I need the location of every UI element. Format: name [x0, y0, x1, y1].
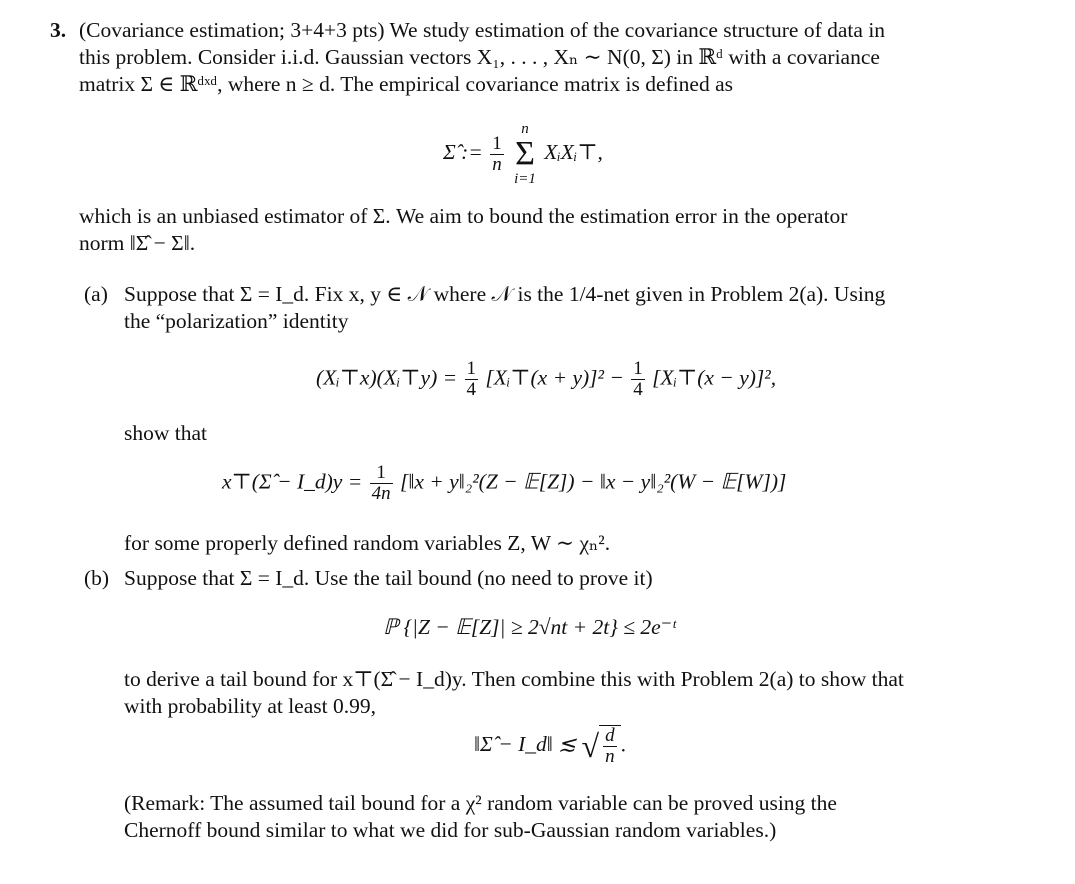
frac-numerator: 1 [492, 132, 502, 154]
problem-number: 3. [50, 18, 67, 42]
eq-show-rhs: [‖x + y‖₂²(Z − 𝔼[Z]) − ‖x − y‖₂²(W − 𝔼[W])] [399, 469, 787, 494]
eq-final-lhs: ‖Σ̂ − I_d‖ ≲ [474, 731, 577, 756]
frac-denominator: 4 [466, 379, 476, 400]
frac-numerator: 1 [370, 463, 393, 484]
summation-symbol: n Σ i=1 [514, 121, 536, 187]
part-b-line-3: with probability at least 0.99, [124, 694, 376, 718]
part-b-line-2: to derive a tail bound for x⊤(Σ̂ − I_d)y. Then combine this with Problem 2(a) to show that [124, 667, 904, 691]
sum-lower-limit: i=1 [514, 171, 536, 187]
square-root: √ $\frac{d}{n}$ . [581, 725, 626, 767]
eq-polar-term-2: [Xᵢ⊤(x − y)]², [652, 365, 777, 390]
part-b-line-1: Suppose that Σ = I_d. Use the tail bound (no need to prove it) [124, 566, 653, 590]
after-eq-line-1: which is an unbiased estimator of Σ. We aim to bound the estimation error in the operator [79, 204, 848, 228]
intro-line-1: (Covariance estimation; 3+4+3 pts) We study estimation of the covariance structure of data in [79, 18, 886, 42]
sum-upper-limit: n [521, 121, 529, 137]
frac-numerator: d [605, 725, 615, 746]
intro-line-2: this problem. Consider i.i.d. Gaussian vectors X₁, . . . , Xₙ ∼ N(0, Σ) in ℝᵈ with a covariance [79, 45, 880, 69]
empirical-covariance-equation [443, 120, 603, 188]
frac-numerator: 1 [466, 358, 476, 379]
frac-denominator: 4n [371, 483, 391, 504]
eq-polar-lhs: (Xᵢ⊤x)(Xᵢ⊤y) = [316, 365, 458, 390]
part-a-line-2: the “polarization” identity [124, 309, 349, 333]
part-a-line-1: Suppose that Σ = I_d. Fix x, y ∈ 𝒩 where 𝒩 is the 1/4-net given in Problem 2(a). Using [124, 282, 886, 306]
frac-numerator: 1 [633, 358, 643, 379]
part-b-label: (b) [84, 566, 110, 590]
show-that-text: show that [124, 421, 208, 445]
final-bound-equation [474, 725, 626, 767]
eq-polar-term-1: [Xᵢ⊤(x + y)]² − [485, 365, 624, 390]
intro-line-3: matrix Σ ∈ ℝᵈˣᵈ, where n ≥ d. The empirical covariance matrix is defined as [79, 72, 733, 96]
part-a-label: (a) [84, 282, 108, 306]
eq-show-fraction [370, 463, 393, 504]
for-some-text: for some properly defined random variables Z, W ∼ χₙ². [124, 531, 611, 555]
after-eq-line-2: norm ‖Σ̂ − Σ‖. [79, 231, 196, 255]
eq-final-fraction [603, 726, 617, 767]
frac-denominator: n [492, 153, 502, 175]
remark-line-1: (Remark: The assumed tail bound for a χ² random variable can be proved using the [124, 791, 837, 815]
eq-empirical-body: XᵢXᵢ⊤, [544, 139, 603, 164]
tail-bound-equation: ℙ {|Z − 𝔼[Z]| ≥ 2√nt + 2t} ≤ 2e⁻ᵗ [383, 615, 676, 639]
eq-polar-fraction-2 [631, 359, 645, 400]
eq-show-lhs: x⊤(Σ̂ − I_d)y = [222, 469, 363, 494]
remark-line-2: Chernoff bound similar to what we did for sub-Gaussian random variables.) [124, 818, 777, 842]
frac-denominator: n [605, 746, 615, 767]
show-that-equation [222, 463, 786, 504]
eq-polar-fraction-1 [465, 359, 479, 400]
polarization-identity-equation [316, 359, 776, 400]
eq-empirical-fraction [490, 134, 504, 175]
eq-empirical-lhs: Σ̂ := [443, 139, 483, 164]
frac-denominator: 4 [633, 379, 643, 400]
